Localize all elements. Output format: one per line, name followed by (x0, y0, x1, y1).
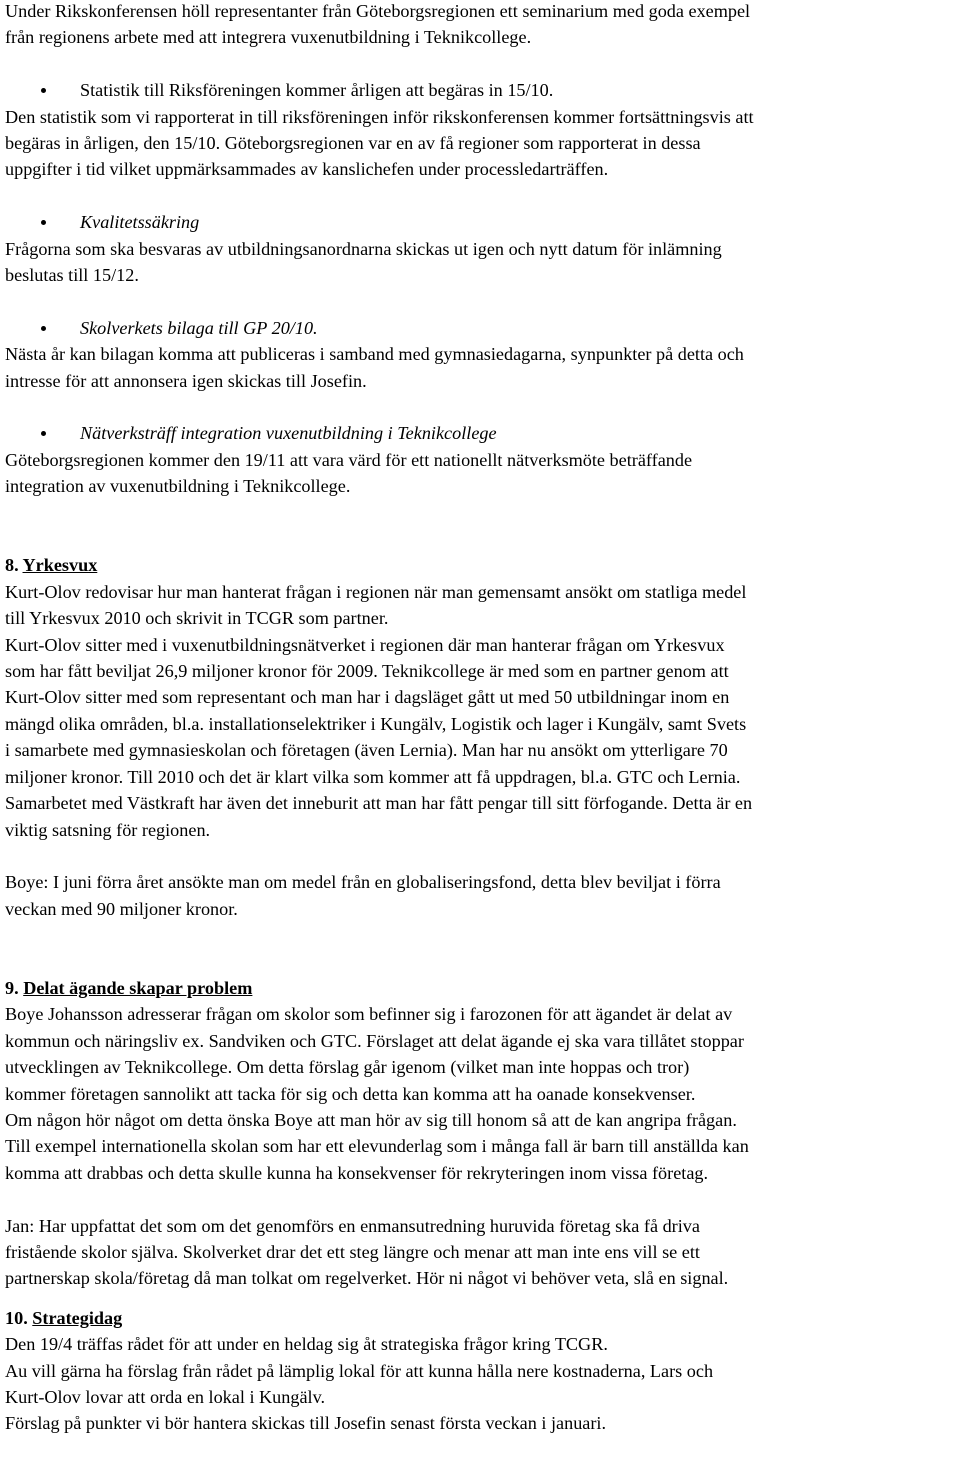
text-line: i samarbete med gymnasieskolan och företagen (även Lernia). Man har nu ansökt om ytterligare 70 (5, 740, 728, 761)
text-line: viktig satsning för regionen. (5, 819, 211, 840)
text-line: Kurt-Olov redovisar hur man hanterat frågan i regionen när man gemensamt ansökt om statliga medel (5, 581, 747, 602)
text-line: miljoner kronor. Till 2010 och det är klart vilka som kommer att få uppdragen, bl.a. GTC och Lernia. (5, 766, 741, 787)
section-heading-10 (5, 1305, 957, 1331)
text-line: till Yrkesvux 2010 och skrivit in TCGR som partner. (5, 608, 389, 629)
text-line: utvecklingen av Teknikcollege. Om detta förslag går igenom (vilket man inte hoppas och tror) (5, 1057, 690, 1078)
text-line: veckan med 90 miljoner kronor. (5, 898, 238, 919)
text-line: Samarbetet med Västkraft har även det inneburit att man har fått pengar till sitt förfogande. Detta är en (5, 793, 753, 814)
text-line: Den statistik som vi rapporterat in till riksföreningen inför rikskonferensen kommer fortsättningsvis att (5, 106, 754, 127)
text-line: komma att drabbas och detta skulle kunna ha konsekvenser för rekryteringen inom vissa företag. (5, 1162, 709, 1183)
text-line: Frågorna som ska besvaras av utbildningsanordnarna skickas ut igen och nytt datum för inlämning (5, 238, 722, 259)
text-line: integration av vuxenutbildning i Teknikcollege. (5, 476, 351, 497)
text-line: Nästa år kan bilagan komma att publiceras i samband med gymnasiedagarna, synpunkter på detta och (5, 344, 744, 365)
text-line: som har fått beviljat 26,9 miljoner kronor för 2009. Teknikcollege är med som en partner genom att (5, 661, 729, 682)
text-line: intresse för att annonsera igen skickas till Josefin. (5, 370, 367, 391)
text-line: Kurt-Olov lovar att orda en lokal i Kungälv. (5, 1386, 326, 1407)
bullet-kvalitetssakring: Kvalitetssäkring (5, 209, 957, 235)
text-line: begäras in årligen, den 15/10. Göteborgsregionen var en av få regioner som rapporterat in dessa (5, 133, 701, 154)
text-line: Jan: Har uppfattat det som om det genomförs en enmansutredning huruvida företag ska få driva (5, 1215, 700, 1236)
text-line: Kurt-Olov sitter med som representant och man har i dagsläget gått ut med 50 utbildningar inom en (5, 687, 730, 708)
section-number: 9. (5, 977, 24, 998)
section-title: Yrkesvux (22, 555, 98, 576)
section-number: 10. (5, 1307, 33, 1328)
text-line: Till exempel internationella skolan som har ett elevunderlag som i många fall är barn till anställda kan (5, 1136, 749, 1157)
text-line: uppgifter i tid vilket uppmärksammades av kanslichefen under processledarträffen. (5, 159, 609, 180)
bullet-natverkstraff: Nätverksträff integration vuxenutbildning i Teknikcollege (5, 420, 957, 446)
document-page (5, 0, 957, 1437)
text-line: Boye Johansson adresserar frågan om skolor som befinner sig i farozonen för att ägandet är delat av (5, 1004, 733, 1025)
text-line: Under Rikskonferensen höll representanter från Göteborgsregionen ett seminarium med goda exempel (5, 1, 751, 21)
text-line: mängd olika områden, bl.a. installationselektriker i Kungälv, Logistik och lager i Kungälv, samt Svets (5, 713, 747, 734)
bullet-statistik: Statistik till Riksföreningen kommer årligen att begäras in 15/10. (5, 77, 957, 103)
text-line: Au vill gärna ha förslag från rådet på lämplig lokal för att kunna hålla nere kostnaderna, Lars och (5, 1360, 714, 1381)
text-line: kommun och näringsliv ex. Sandviken och GTC. Förslaget att delat ägande ej ska vara tillåtet stoppar (5, 1030, 744, 1051)
text-line: beslutas till 15/12. (5, 265, 139, 286)
text-line: Om någon hör något om detta önska Boye att man hör av sig till honom så att de kan angripa frågan. (5, 1109, 737, 1130)
section-title: Strategidag (32, 1307, 123, 1328)
section-title: Delat ägande skapar problem (23, 977, 253, 998)
text-line: Förslag på punkter vi bör hantera skickas till Josefin senast första veckan i januari. (5, 1413, 607, 1434)
section-heading-8 (5, 552, 957, 578)
text-line: kommer företagen sannolikt att tacka för sig och detta kan komma att ha oanade konsekvenser. (5, 1083, 696, 1104)
text-line: Kurt-Olov sitter med i vuxenutbildningsnätverket i regionen där man hanterar frågan om Yrkesvux (5, 634, 725, 655)
bullet-skolverkets-bilaga: Skolverkets bilaga till GP 20/10. (5, 315, 957, 341)
section-number: 8. (5, 555, 23, 576)
text-line: Den 19/4 träffas rådet för att under en heldag sig åt strategiska frågor kring TCGR. (5, 1334, 608, 1355)
text-line: Göteborgsregionen kommer den 19/11 att vara värd för ett nationellt nätverksmöte beträffande (5, 449, 693, 470)
text-line: fristående skolor själva. Skolverket drar det ett steg längre och menar att man inte ens vill se ett (5, 1241, 700, 1262)
text-line: från regionens arbete med att integrera vuxenutbildning i Teknikcollege. (5, 27, 532, 48)
section-heading-9 (5, 975, 957, 1001)
text-line: Boye: I juni förra året ansökte man om medel från en globaliseringsfond, detta blev beviljat i förra (5, 872, 721, 893)
text-line: partnerskap skola/företag då man tolkat om regelverket. Hör ni något vi behöver veta, slå en signal. (5, 1268, 729, 1289)
